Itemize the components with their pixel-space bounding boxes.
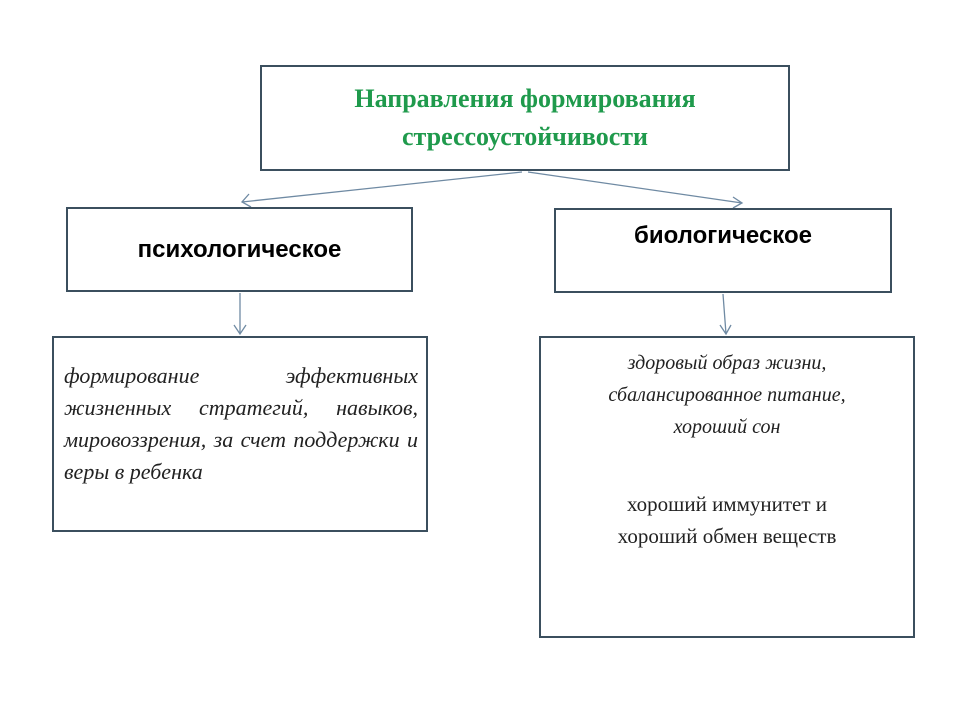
arrow-title-to-biological xyxy=(528,172,742,208)
biological-box xyxy=(554,208,892,293)
title-box xyxy=(260,65,790,171)
psychological-detail-text: формирование эффективных жизненных стратегий, навыков, мировоззрения, за счет поддержки и веры в ребенка xyxy=(64,363,418,484)
biological-outcome-text: хороший иммунитет и хороший обмен веществ xyxy=(617,492,837,548)
biological-detail-box xyxy=(539,336,915,638)
psychological-label: психологическое xyxy=(137,235,342,263)
diagram-title: Направления формирования стрессоустойчивости xyxy=(354,84,696,151)
arrow-psychological-to-detail xyxy=(234,293,246,334)
arrow-title-to-psychological xyxy=(242,172,522,207)
biological-label: биологическое xyxy=(634,222,812,249)
psychological-detail-box xyxy=(52,336,428,532)
psychological-box xyxy=(66,207,413,292)
biological-lifestyle-text: здоровый образ жизни, сбалансированное питание, хороший сон xyxy=(608,352,846,438)
arrow-biological-to-detail xyxy=(720,294,731,334)
